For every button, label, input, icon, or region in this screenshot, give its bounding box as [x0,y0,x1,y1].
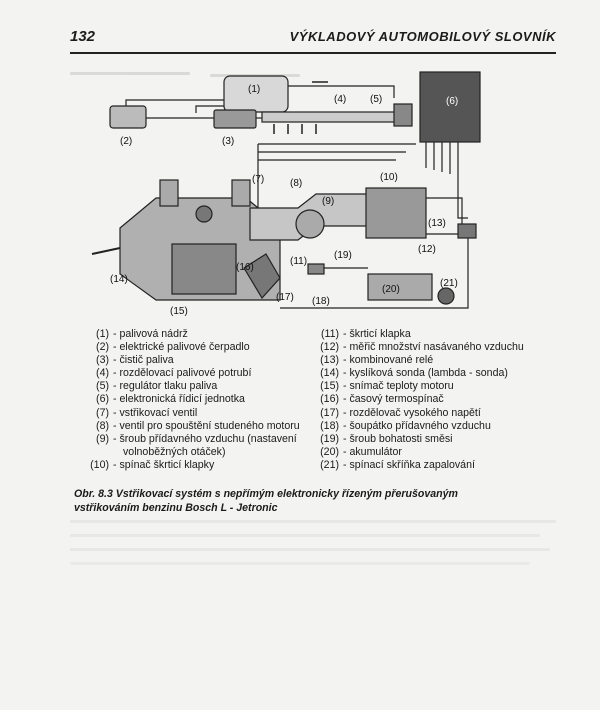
fuel-rail [262,112,402,122]
ignition-switch [438,288,454,304]
page-title: VÝKLADOVÝ AUTOMOBILOVÝ SLOVNÍK [289,29,556,44]
fuel-pump [110,106,146,128]
legend-item: (21) - spínací skříňka zapalování [320,458,475,471]
diagram-label-3: (3) [222,136,235,147]
legend-item: (9) - šroub přídavného vzduchu (nastavení [96,432,297,445]
diagram-label-13: (13) [428,218,446,229]
legend-item: (19) - šroub bohatosti směsi [320,432,453,445]
legend-right [310,328,560,472]
diagram-label-15: (15) [170,306,188,317]
legend-item: (13) - kombinované relé [320,354,434,367]
legend-left [80,328,308,472]
legend-item: (8) - ventil pro spouštění studeného motoru [96,419,300,432]
diagram-label-21: (21) [440,278,458,289]
legend-item: (2) - elektrické palivové čerpadlo [96,341,250,354]
legend-item: (4) - rozdělovací palivové potrubí [96,367,252,380]
air-slider [308,264,324,274]
fuel-injection-diagram [76,58,560,322]
pressure-regulator [394,104,412,126]
air-flow-meter [366,188,426,238]
legend-item: (20) - akumulátor [320,445,402,458]
legend-item: (10) - spínač škrticí klapky [90,458,215,471]
legend-item: (17) - rozdělovač vysokého napětí [320,406,481,419]
diagram-label-9: (9) [322,196,335,207]
legend-item: (16) - časový termospínač [320,393,444,406]
throttle-valve [296,210,324,238]
diagram-label-8: (8) [290,178,303,189]
legend-item: (3) - čistič paliva [96,354,174,367]
diagram-label-17: (17) [276,292,294,303]
fuel-filter [214,110,256,128]
diagram-label-11: (11) [290,256,308,267]
diagram-label-20: (20) [382,284,400,295]
legend-item: (12) - měřič množství nasávaného vzduchu [320,341,524,354]
diagram-label-10: (10) [380,172,398,183]
legend-item: (18) - šoupátko přídavného vzduchu [320,419,491,432]
legend-item: (14) - kyslíková sonda (lambda - sonda) [320,367,508,380]
diagram-label-6: (6) [446,96,459,107]
relay [458,224,476,238]
diagram-label-7: (7) [252,174,265,185]
diagram-label-12: (12) [418,244,436,255]
diagram-label-14: (14) [110,274,128,285]
figure-caption: Obr. 8.3 Vstřikovací systém s nepřímým elektronicky řízeným přerušovaným vstřikováním benzinu Bosch L - Jetronic [74,488,458,514]
diagram-label-5: (5) [370,94,383,105]
diagram-label-18: (18) [312,296,330,307]
legend-item: (7) - vstřikovací ventil [96,406,198,419]
header-rule [70,52,556,54]
legend-item: (6) - elektronická řídicí jednotka [96,393,245,406]
page-header [70,28,556,50]
legend-item: (5) - regulátor tlaku paliva [96,380,218,393]
diagram-label-4: (4) [334,94,347,105]
page-number: 132 [70,28,96,45]
legend-item: (11) - škrticí klapka [320,328,411,340]
diagram-label-2: (2) [120,136,133,147]
legend-item: (15) - snímač teploty motoru [320,380,454,393]
battery [368,274,432,300]
diagram-label-16: (16) [236,262,254,273]
legend-item: (1) - palivová nádrž [96,328,188,340]
ecu [420,72,480,142]
diagram-label-19: (19) [334,250,352,261]
legend-item-continuation: volnoběžných otáček) [123,445,226,458]
diagram-label-1: (1) [248,84,261,95]
